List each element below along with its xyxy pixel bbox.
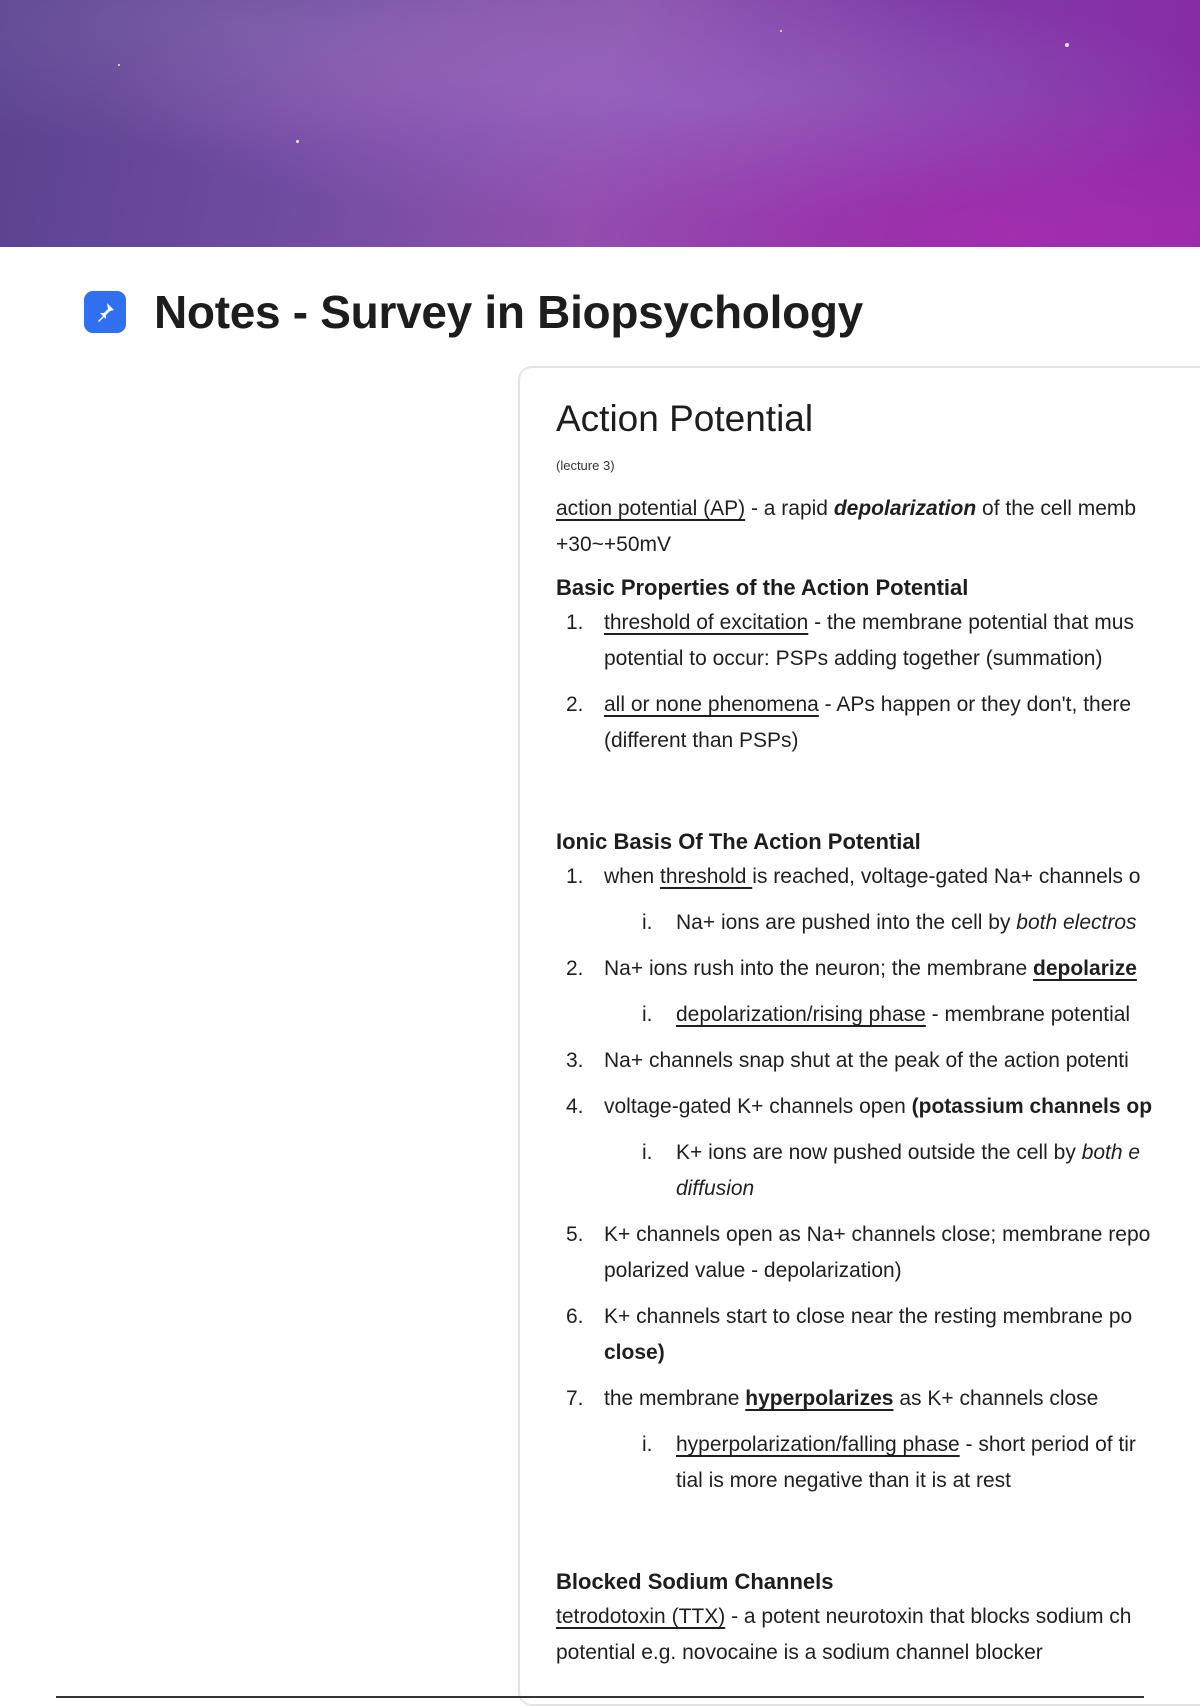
bold-hyperpolarizes: hyperpolarizes bbox=[745, 1387, 894, 1410]
star-decoration bbox=[296, 140, 299, 143]
sub-list-item: i. depolarization/rising phase - membrane potential bbox=[642, 1003, 1131, 1026]
star-decoration bbox=[780, 30, 782, 32]
sub-list-item: i. hyperpolarization/falling phase - short period of tir tial is more negative than it is at rest bbox=[642, 1433, 1136, 1492]
term-threshold-of-excitation: threshold of excitation bbox=[604, 611, 809, 634]
pin-icon[interactable] bbox=[84, 291, 126, 333]
list-item: 2. Na+ ions rush into the neuron; the membrane depolarize bbox=[566, 957, 1137, 980]
list-item: 3. Na+ channels snap shut at the peak of the action potenti bbox=[566, 1049, 1129, 1072]
star-decoration bbox=[118, 64, 120, 66]
list-item: 1. threshold of excitation - the membrane potential that mus potential to occur: PSPs adding together (summation) bbox=[566, 611, 1134, 670]
list-item: 1. when threshold is reached, voltage-gated Na+ channels o bbox=[566, 865, 1141, 888]
list-item: 4. voltage-gated K+ channels open (potassium channels op bbox=[566, 1095, 1153, 1118]
list-item: 5. K+ channels open as Na+ channels close; membrane repo polarized value - depolarization) bbox=[566, 1223, 1151, 1282]
list-item: 6. K+ channels start to close near the resting membrane po close) bbox=[566, 1305, 1133, 1364]
cover-image bbox=[0, 0, 1200, 247]
divider bbox=[56, 1696, 1144, 1698]
lecture-tag: (lecture 3) bbox=[556, 458, 615, 473]
term-rising-phase: depolarization/rising phase bbox=[676, 1003, 926, 1026]
blocked-paragraph: tetrodotoxin (TTX) - a potent neurotoxin that blocks sodium ch bbox=[556, 1605, 1132, 1628]
heading-ionic-basis: Ionic Basis Of The Action Potential bbox=[556, 829, 921, 854]
intro-paragraph: action potential (AP) - a rapid depolarization of the cell memb bbox=[556, 497, 1137, 520]
page-title: Notes - Survey in Biopsychology bbox=[154, 286, 863, 338]
page-header bbox=[84, 282, 863, 342]
term-all-or-none: all or none phenomena bbox=[604, 693, 819, 716]
term-action-potential: action potential (AP) bbox=[556, 497, 746, 520]
sub-list-item: i. K+ ions are now pushed outside the cell by both e diffusion bbox=[642, 1141, 1141, 1200]
heading-blocked-sodium: Blocked Sodium Channels bbox=[556, 1569, 834, 1594]
intro-range: +30~+50mV bbox=[556, 533, 672, 556]
list-item: 7. the membrane hyperpolarizes as K+ channels close bbox=[566, 1387, 1099, 1410]
sub-list-item: i. Na+ ions are pushed into the cell by both electros bbox=[642, 911, 1137, 934]
term-threshold: threshold bbox=[660, 865, 753, 888]
bold-depolarize: depolarize bbox=[1033, 957, 1137, 980]
star-decoration bbox=[1065, 43, 1069, 47]
toggle-card-action-potential[interactable]: Action Potential (lecture 3) action potential (AP) - a rapid depolarization of the cell memb +30~+50mV Basic Properties of the Action Potential 1. threshold of excitation - the membrane potential that mus potential to occur: PSPs adding together (summation) 2. all or none phenomena - APs happen or they don't, there (different than PSPs) Ionic Basis Of The Action Potential 1. when threshold is reached, voltage-gated Na+ channels o i. Na+ ions are pushed into the cell by both electros 2. Na+ ions rush into the neuron; the membrane depolarize i. depolarization/rising phase - membrane potential 3. Na+ channels snap shut at the peak of the action potenti 4. voltage-gated K+ channels open (potassium channels op i. K+ ions are now pushed outside the cell by both e diffusion 5. K+ channels open as Na+ channels close; membrane repo polarized value - depolarization) 6. K+ channels start to close near the resting membrane po close) 7. the membrane hyperpolarizes as K+ channels close i. hyperpolarization/falling phase - short period of tir tial is more negative than it is at rest Blocked Sodium Channels tetrodotoxin (TTX) - a potent neurotoxin that blocks sodium ch potential e.g. novocaine is a sodium channel blocker bbox=[518, 366, 1200, 1706]
heading-basic-properties: Basic Properties of the Action Potential bbox=[556, 575, 969, 600]
term-falling-phase: hyperpolarization/falling phase bbox=[676, 1433, 960, 1456]
list-item: 2. all or none phenomena - APs happen or they don't, there (different than PSPs) bbox=[566, 693, 1132, 752]
emph-depolarization: depolarization bbox=[833, 497, 977, 520]
term-ttx: tetrodotoxin (TTX) bbox=[556, 1605, 726, 1628]
card-heading: Action Potential bbox=[556, 398, 814, 439]
